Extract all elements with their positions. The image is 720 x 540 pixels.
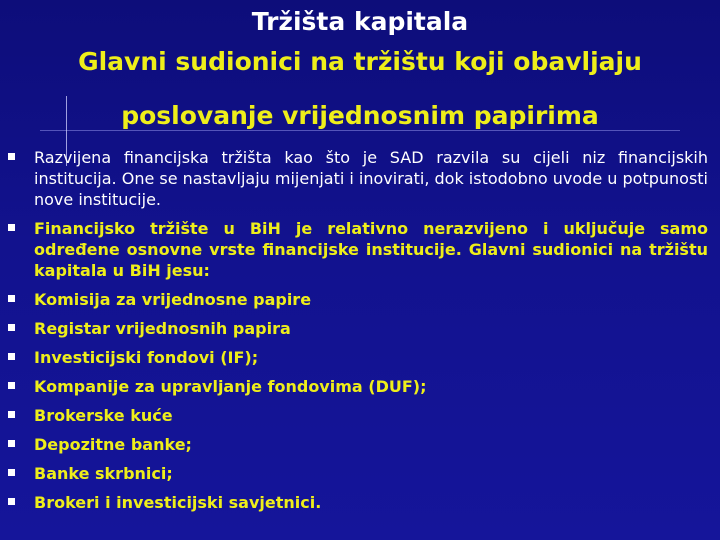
bullet-item bbox=[8, 492, 708, 513]
slide-title: Tržišta kapitala bbox=[251, 7, 469, 36]
bullet-item bbox=[8, 289, 708, 310]
bullet-item bbox=[8, 463, 708, 484]
square-bullet-icon bbox=[8, 224, 15, 231]
bullet-item bbox=[8, 434, 708, 455]
square-bullet-icon bbox=[8, 353, 15, 360]
bullet-text: Banke skrbnici; bbox=[34, 464, 173, 483]
bullet-text: Komisija za vrijednosne papire bbox=[34, 290, 312, 309]
square-bullet-icon bbox=[8, 440, 15, 447]
bullet-text: Razvijena financijska tržišta kao što je SAD razvila su cijeli niz financijskih institucija. One se nastavljaju mijenjati i inovirati, dok istodobno uvode u potpunosti nove institucije. bbox=[34, 148, 708, 209]
slide-subtitle-line1: Glavni sudionici na tržištu koji obavljaju bbox=[78, 47, 642, 76]
square-bullet-icon bbox=[8, 469, 15, 476]
bullet-item bbox=[8, 318, 708, 339]
square-bullet-icon bbox=[8, 498, 15, 505]
square-bullet-icon bbox=[8, 153, 15, 160]
bullet-text: Brokeri i investicijski savjetnici. bbox=[34, 493, 322, 512]
square-bullet-icon bbox=[8, 411, 15, 418]
square-bullet-icon bbox=[8, 324, 15, 331]
bullet-item bbox=[8, 218, 708, 281]
bullet-text: Brokerske kuće bbox=[34, 406, 173, 425]
bullet-list bbox=[8, 147, 708, 521]
bullet-text: Registar vrijednosnih papira bbox=[34, 319, 291, 338]
slide-subtitle-line2: poslovanje vrijednosnim papirima bbox=[121, 101, 599, 130]
square-bullet-icon bbox=[8, 382, 15, 389]
bullet-item bbox=[8, 405, 708, 426]
bullet-item bbox=[8, 147, 708, 210]
bullet-text: Kompanije za upravljanje fondovima (DUF); bbox=[34, 377, 427, 396]
square-bullet-icon bbox=[8, 295, 15, 302]
bullet-text: Depozitne banke; bbox=[34, 435, 192, 454]
bullet-text: Financijsko tržište u BiH je relativno nerazvijeno i uključuje samo određene osnovne vrste financijske institucije. Glavni sudionici na tržištu kapitala u BiH jesu: bbox=[34, 219, 708, 280]
bullet-item bbox=[8, 347, 708, 368]
bullet-text: Investicijski fondovi (IF); bbox=[34, 348, 259, 367]
bullet-item bbox=[8, 376, 708, 397]
